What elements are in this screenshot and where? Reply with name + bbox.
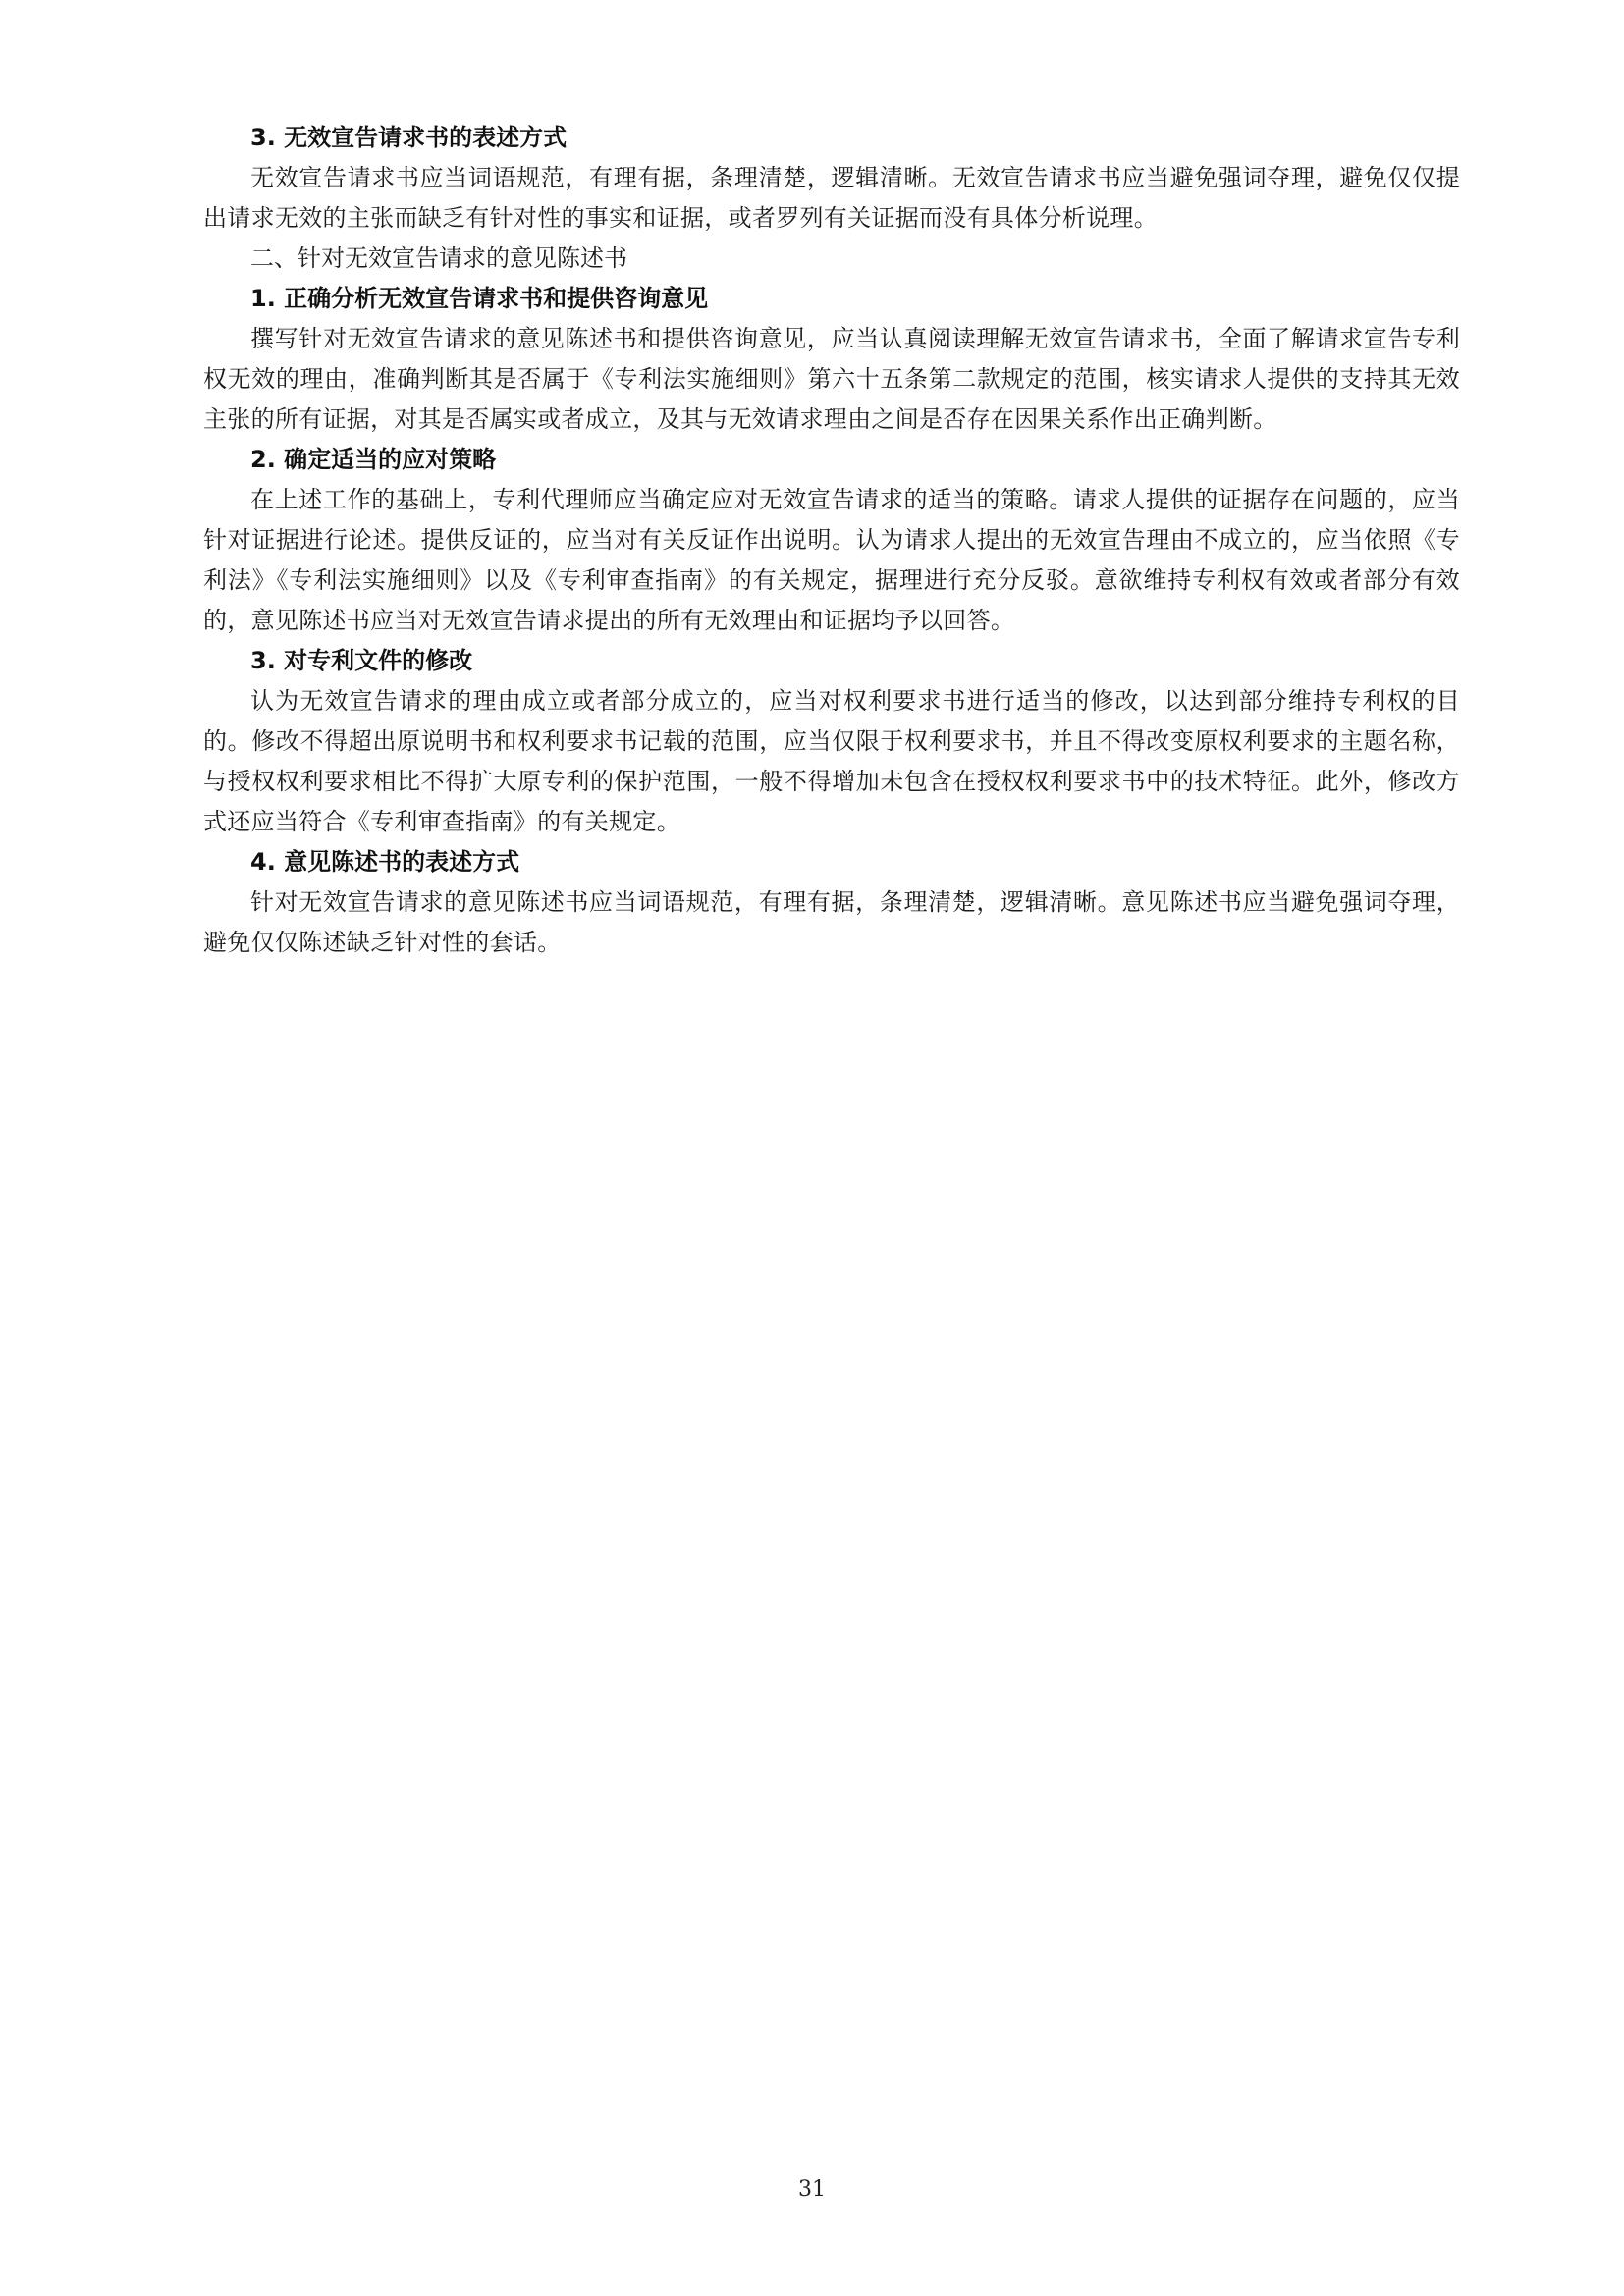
- subheading-amendment: 3. 对专利文件的修改: [250, 647, 473, 674]
- subheading-analysis: 1. 正确分析无效宣告请求书和提供咨询意见: [250, 285, 709, 312]
- paragraph-strategy: 在上述工作的基础上，专利代理师应当确定应对无效宣告请求的适当的策略。请求人提供的证据存在问题的，应当针对证据进行论述。提供反证的，应当对有关反证作出说明。认为请求人提出的无效宣告理由不成立的，应当依照《专利法》《专利法实施细则》以及《专利审查指南》的有关规定，据理进行充分反驳。意欲维持专利权有效或者部分有效的，意见陈述书应当对无效宣告请求提出的所有无效理由和证据均予以回答。: [203, 486, 1460, 634]
- paragraph-request-expression: 无效宣告请求书应当词语规范，有理有据，条理清楚，逻辑清晰。无效宣告请求书应当避免强词夺理，避免仅仅提出请求无效的主张而缺乏有针对性的事实和证据，或者罗列有关证据而没有具体分析说理。: [203, 164, 1460, 232]
- section-title-opinion-statement: 二、针对无效宣告请求的意见陈述书: [250, 244, 627, 272]
- subheading-statement-expression: 4. 意见陈述书的表述方式: [250, 848, 520, 876]
- document-body: [203, 118, 1460, 963]
- subheading-request-expression: 3. 无效宣告请求书的表述方式: [250, 124, 568, 151]
- paragraph-amendment: 认为无效宣告请求的理由成立或者部分成立的，应当对权利要求书进行适当的修改，以达到部分维持专利权的目的。修改不得超出原说明书和权利要求书记载的范围，应当仅限于权利要求书，并且不得改变原权利要求的主题名称，与授权权利要求相比不得扩大原专利的保护范围，一般不得增加未包含在授权权利要求书中的技术特征。此外，修改方式还应当符合《专利审查指南》的有关规定。: [203, 687, 1460, 835]
- paragraph-statement-expression: 针对无效宣告请求的意见陈述书应当词语规范，有理有据，条理清楚，逻辑清晰。意见陈述书应当避免强词夺理，避免仅仅陈述缺乏针对性的套话。: [203, 888, 1460, 956]
- page-number: 31: [798, 2177, 826, 2202]
- paragraph-analysis: 撰写针对无效宣告请求的意见陈述书和提供咨询意见，应当认真阅读理解无效宣告请求书，全面了解请求宣告专利权无效的理由，准确判断其是否属于《专利法实施细则》第六十五条第二款规定的范围，核实请求人提供的支持其无效主张的所有证据，对其是否属实或者成立，及其与无效请求理由之间是否存在因果关系作出正确判断。: [203, 325, 1460, 433]
- subheading-strategy: 2. 确定适当的应对策略: [250, 446, 497, 473]
